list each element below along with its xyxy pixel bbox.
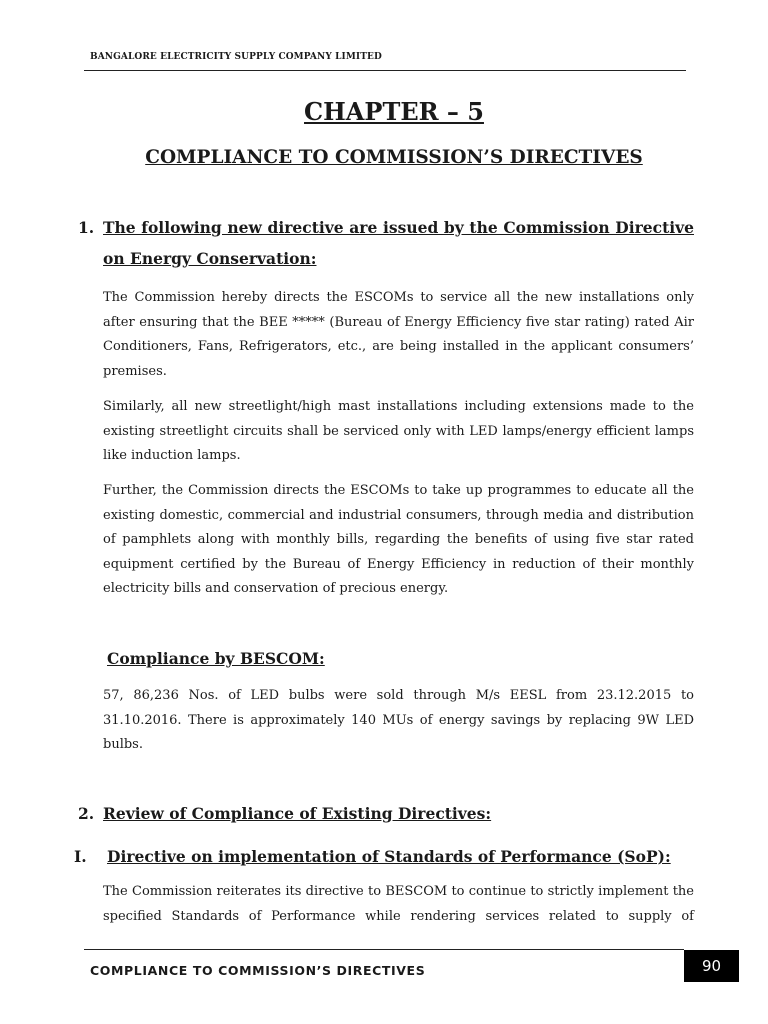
section-1-number: 1. bbox=[78, 218, 95, 237]
footer-rule bbox=[84, 949, 684, 950]
section-I-number: I. bbox=[74, 847, 87, 866]
paragraph-2: Similarly, all new streetlight/high mast installations including extensions made to the existing streetlight circuits shall be serviced only with LED lamps/energy efficient lamps like induction lamps. bbox=[103, 399, 694, 464]
footer-title: COMPLIANCE TO COMMISSION’S DIRECTIVES bbox=[90, 963, 426, 978]
section-I-heading-text: Directive on implementation of Standards of Performance (SoP): bbox=[107, 847, 671, 866]
page-number: 90 bbox=[684, 950, 739, 982]
chapter-title: COMPLIANCE TO COMMISSION’S DIRECTIVES bbox=[145, 147, 643, 168]
section-2-heading-text: Review of Compliance of Existing Directives: bbox=[103, 804, 492, 823]
section-1-heading bbox=[78, 212, 694, 274]
paragraph-1: The Commission hereby directs the ESCOMs to service all the new installations only after ensuring that the BEE ***** (Bureau of Energy Efficiency five star rating) rated Air Conditioners, Fans, Refrigerators, etc., are being installed in the applicant consumers’ premises. bbox=[103, 290, 694, 379]
section-I-text: The Commission reiterates its directive to BESCOM to continue to strictly implement the specified Standards of Performance while rendering services related to supply of bbox=[103, 884, 694, 924]
section-1-heading-text: The following new directive are issued by the Commission Directive on Energy Conservation: bbox=[103, 218, 694, 268]
paragraph-3: Further, the Commission directs the ESCOMs to take up programmes to educate all the existing domestic, commercial and industrial consumers, through media and distribution of pamphlets along with monthly bills, regarding the benefits of using five star rated equipment certified by the Bureau of Energy Efficiency in reduction of their monthly electricity bills and conservation of precious energy. bbox=[103, 483, 694, 597]
compliance-text: 57, 86,236 Nos. of LED bulbs were sold through M/s EESL from 23.12.2015 to 31.10.2016. There is approximately 140 MUs of energy savings by replacing 9W LED bulbs. bbox=[103, 688, 694, 753]
chapter-number: CHAPTER – 5 bbox=[304, 97, 484, 126]
compliance-heading: Compliance by BESCOM: bbox=[107, 649, 325, 668]
section-2-heading bbox=[78, 798, 694, 829]
running-header: BANGALORE ELECTRICITY SUPPLY COMPANY LIMITED bbox=[90, 52, 382, 62]
header-rule bbox=[84, 70, 686, 71]
section-I-heading bbox=[74, 841, 700, 872]
section-2-number: 2. bbox=[78, 804, 95, 823]
